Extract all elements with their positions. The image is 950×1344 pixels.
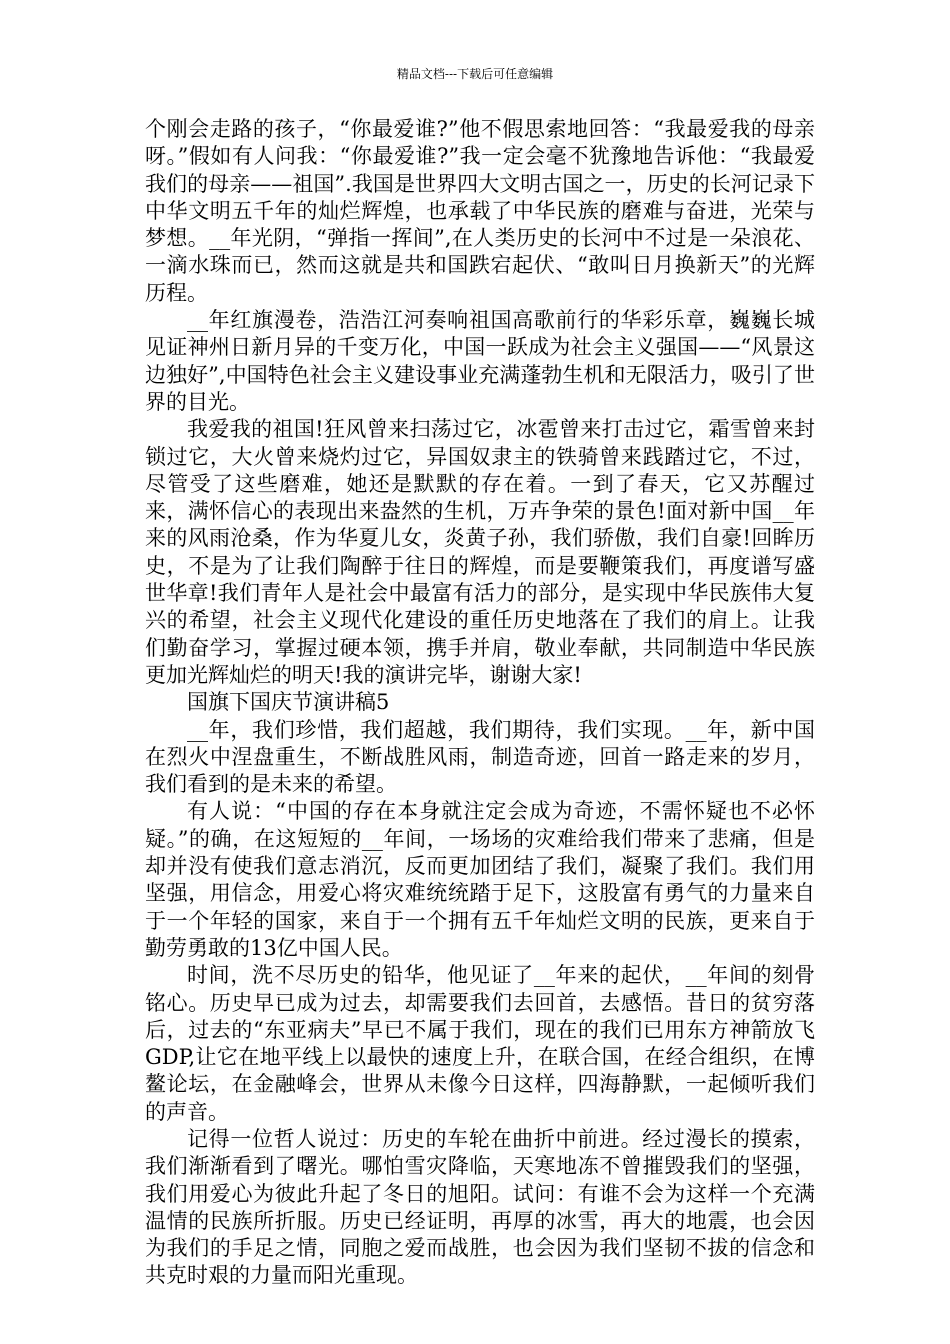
paragraph-1: 个刚会走路的孩子，“你最爱谁?”他不假思索地回答：“我最爱我的母亲呀。”假如有人问我：“你最爱谁?”我一定会毫不犹豫地告诉他：“我最爱我们的母亲——祖国”.我国是世界四大文明古国之一，历史的长河记录下中华文明五千年的灿烂辉煌，也承载了中华民族的磨难与奋进，光荣与梦想。__年光阴，“弹指一挥间”,在人类历史的长河中不过是一朵浪花、一滴水珠而已，然而这就是共和国跌宕起伏、“敢叫日月换新天”的光辉历程。 (145, 117, 815, 305)
paragraph-7: 记得一位哲人说过：历史的车轮在曲折中前进。经过漫长的摸索，我们渐渐看到了曙光。哪怕雪灾降临，天寒地冻不曾摧毁我们的坚强，我们用爱心为彼此升起了冬日的旭阳。试问：有谁不会为这样一个充满温情的民族所折服。历史已经证明，再厚的冰雪，再大的地震，也会因为我们的手足之情，同胞之爱而战胜，也会因为我们坚韧不拔的信念和共克时艰的力量而阳光重现。 (145, 1126, 815, 1288)
paragraph-5: 有人说：“中国的存在本身就注定会成为奇迹，不需怀疑也不必怀疑。”的确，在这短短的__年间，一场场的灾难给我们带来了悲痛，但是却并没有使我们意志消沉，反而更加团结了我们，凝聚了我们。我们用坚强，用信念，用爱心将灾难统统踏于足下，这股富有勇气的力量来自于一个年轻的国家，来自于一个拥有五千年灿烂文明的民族，更来自于勤劳勇敢的13亿中国人民。 (145, 799, 815, 960)
section-heading: 国旗下国庆节演讲稿5 (187, 690, 390, 715)
paragraph-2: __年红旗漫卷，浩浩江河奏响祖国高歌前行的华彩乐章，巍巍长城见证神州日新月异的千变万化，中国一跃成为社会主义强国——“风景这边独好”,中国特色社会主义建设事业充满蓬勃生机和无限活力，吸引了世界的目光。 (145, 308, 815, 414)
paragraph-4: __年，我们珍惜，我们超越，我们期待，我们实现。__年，新中国在烈火中涅盘重生，不断战胜风雨，制造奇迹，回首一路走来的岁月，我们看到的是未来的希望。 (145, 717, 815, 797)
document-body (145, 116, 815, 1290)
paragraph-3: 我爱我的祖国!狂风曾来扫荡过它，冰雹曾来打击过它，霜雪曾来封锁过它，大火曾来烧灼过它，异国奴隶主的铁骑曾来践踏过它，不过，尽管受了这些磨难，她还是默默的存在着。一到了春天，它又苏醒过来，满怀信心的表现出来盎然的生机，万卉争荣的景色!面对新中国__年来的风雨沧桑，作为华夏儿女，炎黄子孙，我们骄傲，我们自豪!回眸历史，不是为了让我们陶醉于往日的辉煌，而是要鞭策我们，再度谱写盛世华章!我们青年人是社会中最富有活力的部分，是实现中华民族伟大复兴的希望，社会主义现代化建设的重任历史地落在了我们的肩上。让我们勤奋学习，掌握过硬本领，携手并肩，敬业奉献，共同制造中华民族更加光辉灿烂的明天!我的演讲完毕，谢谢大家! (145, 417, 815, 687)
paragraph-6: 时间，洗不尽历史的铅华，他见证了__年来的起伏，__年间的刻骨铭心。历史早已成为过去，却需要我们去回首，去感悟。昔日的贫穷落后，过去的“东亚病夫”早已不属于我们，现在的我们已用东方神箭放飞GDP,让它在地平线上以最快的速度上升，在联合国，在经合组织，在博鳌论坛，在金融峰会，世界从未像今日这样，四海静默，一起倾听我们的声音。 (145, 963, 815, 1124)
page-header: 精品文档---下载后可任意编辑 (396, 67, 554, 81)
